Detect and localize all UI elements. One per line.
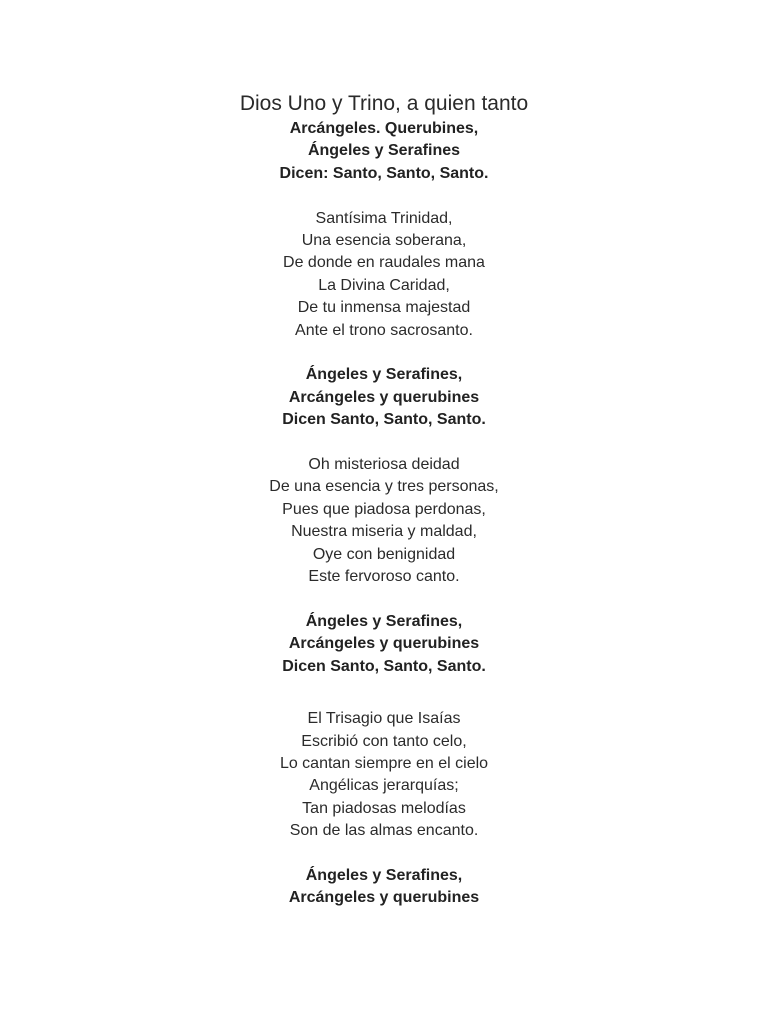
verse-stanza — [0, 708, 768, 842]
poem-line: Ante el trono sacrosanto. — [295, 321, 473, 339]
stanza-gap — [0, 588, 768, 610]
stanza-gap — [0, 843, 768, 865]
poem-line: Ángeles y Serafines, — [305, 866, 463, 884]
poem-line: El Trisagio que Isaías — [307, 710, 461, 728]
poem-line: Ángeles y Serafines, — [305, 366, 463, 384]
poem-line: Angélicas jerarquías; — [309, 777, 459, 795]
chorus-stanza — [0, 865, 768, 910]
verse-stanza — [0, 208, 768, 342]
chorus-stanza — [0, 364, 768, 431]
poem-line: Este fervoroso canto. — [308, 568, 460, 586]
chorus-stanza — [0, 118, 768, 185]
poem-line: Dicen Santo, Santo, Santo. — [282, 411, 486, 429]
poem-line: Pues que piadosa perdonas, — [282, 500, 486, 518]
chorus-stanza — [0, 611, 768, 678]
poem-line: Dicen: Santo, Santo, Santo. — [279, 164, 489, 182]
verse-stanza — [0, 454, 768, 588]
stanza-gap — [0, 678, 768, 708]
poem-line: De una esencia y tres personas, — [269, 478, 499, 496]
poem-title: Dios Uno y Trino, a quien tanto — [239, 92, 529, 115]
poem-line: Oh misteriosa deidad — [308, 456, 460, 474]
poem-line: Dicen Santo, Santo, Santo. — [282, 657, 486, 675]
poem-line: De tu inmensa majestad — [297, 299, 471, 317]
stanza-gap — [0, 342, 768, 364]
poem-line: Arcángeles y querubines — [288, 388, 480, 406]
stanza-gap — [0, 185, 768, 207]
poem-line: La Divina Caridad, — [318, 276, 450, 294]
poem-line: Oye con benignidad — [312, 545, 456, 563]
poem-line: Arcángeles y querubines — [288, 635, 480, 653]
poem-line: Ángeles y Serafines, — [305, 612, 463, 630]
poem-line: Tan piadosas melodías — [302, 799, 466, 817]
poem-line: Son de las almas encanto. — [289, 822, 479, 840]
poem-line: Santísima Trinidad, — [315, 209, 453, 227]
poem-line: Arcángeles y querubines — [288, 889, 480, 907]
poem — [0, 90, 768, 910]
poem-line: Arcángeles. Querubines, — [289, 120, 479, 137]
poem-line: Escribió con tanto celo, — [301, 732, 467, 750]
poem-line: Lo cantan siempre en el cielo — [279, 754, 489, 772]
poem-line: Ángeles y Serafines — [307, 142, 461, 160]
poem-line: Una esencia soberana, — [301, 232, 467, 250]
poem-line: De donde en raudales mana — [283, 254, 485, 272]
stanza-gap — [0, 432, 768, 454]
poem-line: Nuestra miseria y maldad, — [291, 523, 477, 541]
